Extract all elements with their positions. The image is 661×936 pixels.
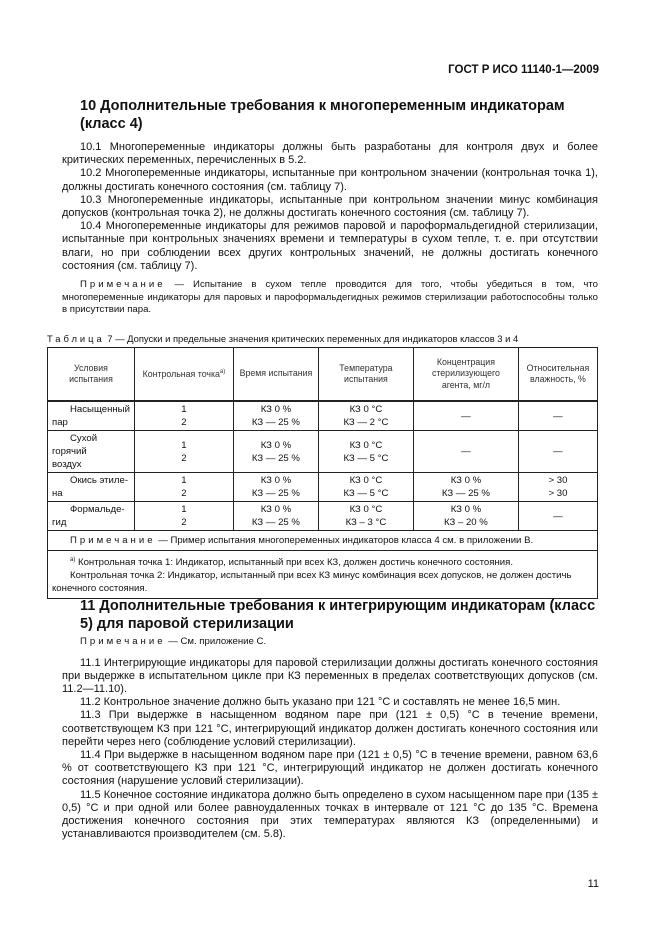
point-cell: 1 2 bbox=[134, 401, 233, 431]
conc-cell: — bbox=[413, 401, 518, 431]
point-cell: 1 2 bbox=[134, 502, 233, 531]
section-10-body bbox=[62, 141, 598, 317]
section-11-body bbox=[62, 636, 598, 841]
condition-cell: Окись этиле- на bbox=[48, 473, 135, 502]
section-11-title: 11 Дополнительные требования к интегрирующим индикаторам (класс 5) для паровой стерилизации bbox=[80, 598, 596, 632]
table-row bbox=[48, 431, 598, 473]
temp-cell: КЗ 0 °С КЗ — 5 °С bbox=[318, 473, 413, 502]
note: Примечание — Испытание в сухом тепле проводится для того, чтобы убедиться в том, что многопеременные индикаторы для паровых и пароформальдегидных режимов стерилизации работоспособны только в присутствии пара. bbox=[62, 279, 598, 316]
note: Примечание — См. приложение С. bbox=[80, 636, 267, 647]
point-cell: 1 2 bbox=[134, 473, 233, 502]
condition-cell: Сухой горячий воздух bbox=[48, 431, 135, 473]
time-cell: КЗ 0 % КЗ — 25 % bbox=[233, 473, 318, 502]
paragraph: 10.4 Многопеременные индикаторы для режимов паровой и пароформальдегидной стерилизации, испытанные при контрольных значениях времени и температуры в сухом тепле, т. е. при отсутствии влаги, но при соблюдении всех других контрольных значений, не должны достигать конечного состояния (см. таблицу 7). bbox=[62, 220, 598, 272]
conc-cell: КЗ 0 % КЗ – 20 % bbox=[413, 502, 518, 531]
paragraph: 11.4 При выдержке в насыщенном водяном паре при (121 ± 0,5) °С в течение времени, равном 63,6 % от соответствующего КЗ при 121 °С, интегрирующий индикатор не должен достигать конечного состояния (нарушение условий стерилизации). bbox=[62, 748, 598, 788]
table-row bbox=[48, 473, 598, 502]
time-cell: КЗ 0 % КЗ — 25 % bbox=[233, 401, 318, 431]
conc-cell: КЗ 0 % КЗ — 25 % bbox=[413, 473, 518, 502]
paragraph: 11.1 Интегрирующие индикаторы для паровой стерилизации должны достигать конечного состояния при выдержке в испытательном цикле при КЗ переменных в пределах соответствующих допусков (см. 11.2—11.10). bbox=[62, 656, 598, 695]
section-10-title: 10 Дополнительные требования к многопеременным индикаторам (класс 4) bbox=[80, 98, 565, 132]
table-row bbox=[48, 502, 598, 531]
condition-cell: Насыщенный пар bbox=[48, 401, 135, 431]
hum-cell: — bbox=[518, 431, 597, 473]
header-cell: Концентрация стерилизующего агента, мг/л bbox=[413, 348, 518, 402]
paragraph: 11.5 Конечное состояние индикатора должно быть определено в сухом насыщенном паре при (135 ± 0,5) °С и при одной или более равноудаленных точках в интервале от 121 °С до 135 °С. Времена достижения конечного состояния при этих температурах являются КЗ (определенными) и устанавливаются производителем (см. 5.8). bbox=[62, 788, 598, 841]
paragraph: 11.2 Контрольное значение должно быть указано при 121 °С и составлять не менее 16,5 мин. bbox=[80, 696, 561, 709]
header-cell: Относительная влажность, % bbox=[518, 348, 597, 402]
table-footnote: $^{а)}$ Контрольная точка 1: Индикатор, испытанный при всех КЗ, должен достичь конечного состояния. Контрольная точка 2: Индикатор, испытанный при всех КЗ минус комбинация всех допусков, не должен достичь конечного состояния. bbox=[48, 551, 598, 599]
temp-cell: КЗ 0 °С КЗ – 3 °С bbox=[318, 502, 413, 531]
table-note: Примечание — Пример испытания многопеременных индикаторов класса 4 см. в приложении В. bbox=[48, 531, 598, 551]
condition-cell: Формальде- гид bbox=[48, 502, 135, 531]
table-caption: Таблица 7 — Допуски и предельные значения критических переменных для индикаторов классов 3 и 4 bbox=[47, 333, 519, 344]
point-cell: 1 2 bbox=[134, 431, 233, 473]
table-row bbox=[48, 401, 598, 431]
paragraph: 10.2 Многопеременные индикаторы, испытанные при контрольном значении (контрольная точка 1), должны достигать конечного состояния (см. таблицу 7). bbox=[62, 167, 598, 193]
hum-cell: — bbox=[518, 502, 597, 531]
temp-cell: КЗ 0 °С КЗ — 5 °С bbox=[318, 431, 413, 473]
paragraph: 10.3 Многопеременные индикаторы, испытанные при контрольном значении минус комбинация допусков (контрольная точка 2), не должны достигать конечного состояния (см. таблицу 7). bbox=[62, 193, 598, 220]
paragraph: 11.3 При выдержке в насыщенном водяном паре при (121 ± 0,5) °С в течение времени, соответствующем КЗ при 121 °С, интегрирующий индикатор должен достигать конечного состояния или перейти через него (соблюдение условий стерилизации). bbox=[62, 709, 598, 748]
header-cell: Условия испытания bbox=[48, 348, 135, 402]
hum-cell: > 30 > 30 bbox=[518, 473, 597, 502]
time-cell: КЗ 0 % КЗ — 25 % bbox=[233, 431, 318, 473]
hum-cell: — bbox=[518, 401, 597, 431]
paragraph: 10.1 Многопеременные индикаторы должны быть разработаны для контроля двух и более критических переменных, перечисленных в 5.2. bbox=[62, 141, 598, 167]
table-7 bbox=[47, 347, 598, 599]
header-cell: Контрольная точка$^{а)}$ bbox=[134, 348, 233, 402]
temp-cell: КЗ 0 °С КЗ — 2 °С bbox=[318, 401, 413, 431]
header-cell: Температура испытания bbox=[318, 348, 413, 402]
document-header: ГОСТ Р ИСО 11140-1—2009 bbox=[448, 64, 599, 76]
header-cell: Время испытания bbox=[233, 348, 318, 402]
time-cell: КЗ 0 % КЗ — 25 % bbox=[233, 502, 318, 531]
conc-cell: — bbox=[413, 431, 518, 473]
page-number: 11 bbox=[587, 878, 599, 890]
